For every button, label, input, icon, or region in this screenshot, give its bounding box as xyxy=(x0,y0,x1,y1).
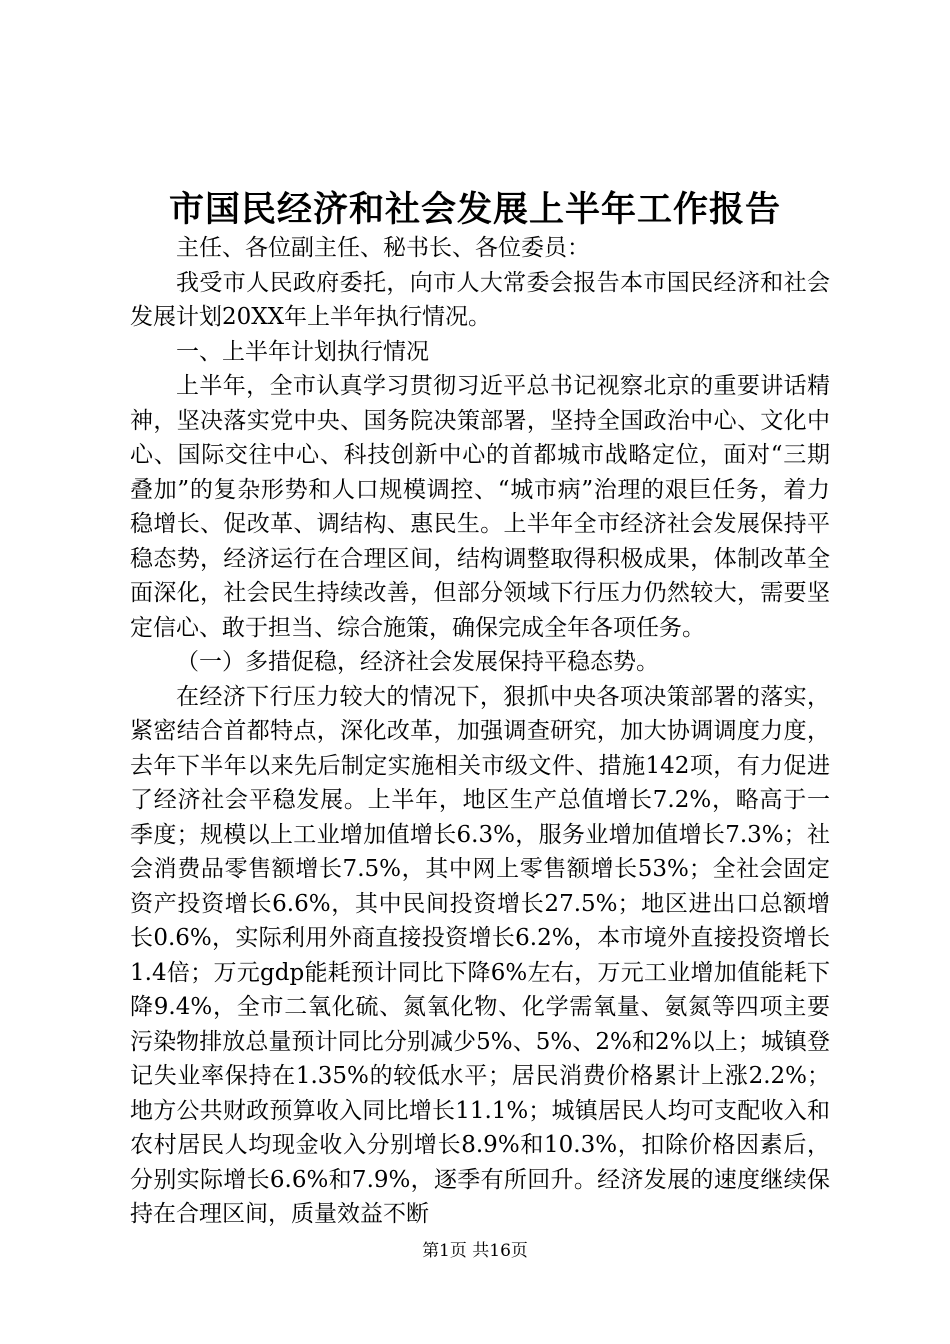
subsection-heading: （一）多措促稳，经济社会发展保持平稳态势。 xyxy=(176,649,659,675)
paragraph-intro: 我受市人民政府委托，向市人大常委会报告本市国民经济和社会发展计划20XX年上半年执行情况。 xyxy=(130,269,830,330)
paragraph-overview: 上半年，全市认真学习贯彻习近平总书记视察北京的重要讲话精神，坚决落实党中央、国务院决策部署，坚持全国政治中心、文化中心、国际交往中心、科技创新中心的首都城市战略定位，面对“三期叠加”的复杂形势和人口规模调控、“城市病”治理的艰巨任务，着力稳增长、促改革、调结构、惠民生。上半年全市经济社会发展保持平稳态势，经济运行在合理区间，结构调整取得积极成果，体制改革全面深化，社会民生持续改善，但部分领域下行压力仍然较大，需要坚定信心、敢于担当、综合施策，确保完成全年各项任务。 xyxy=(130,373,830,641)
page-footer: 第1页 共16页 xyxy=(422,1241,528,1261)
document-body xyxy=(130,231,830,1232)
paragraph-salutation: 主任、各位副主任、秘书长、各位委员： xyxy=(176,235,590,261)
section-heading: 一、上半年计划执行情况 xyxy=(176,338,429,365)
paragraph-statistics: 在经济下行压力较大的情况下，狠抓中央各项决策部署的落实，紧密结合首都特点，深化改革，加强调查研究，加大协调调度力度，去年下半年以来先后制定实施相关市级文件、措施142项，有力促进了经济社会平稳发展。上半年，地区生产总值增长7.2%，略高于一季度；规模以上工业增加值增长6.3%，服务业增加值增长7.3%；社会消费品零售额增长7.5%，其中网上零售额增长53%；全社会固定资产投资增长6.6%，其中民间投资增长27.5%；地区进出口总额增长0.6%，实际利用外商直接投资增长6.2%，本市境外直接投资增长1.4倍；万元gdp能耗预计同比下降6%左右，万元工业增加值能耗下降9.4%，全市二氧化硫、氮氧化物、化学需氧量、氨氮等四项主要污染物排放总量预计同比分别减少5%、5%、2%和2%以上；城镇登记失业率保持在1.35%的较低水平；居民消费价格累计上涨2.2%；地方公共财政预算收入同比增长11.1%；城镇居民人均可支配收入和农村居民人均现金收入分别增长8.9%和10.3%，扣除价格因素后，分别实际增长6.6%和7.9%，逐季有所回升。经济发展的速度继续保持在合理区间，质量效益不断 xyxy=(130,683,830,1227)
document-title: 市国民经济和社会发展上半年工作报告 xyxy=(168,189,781,230)
